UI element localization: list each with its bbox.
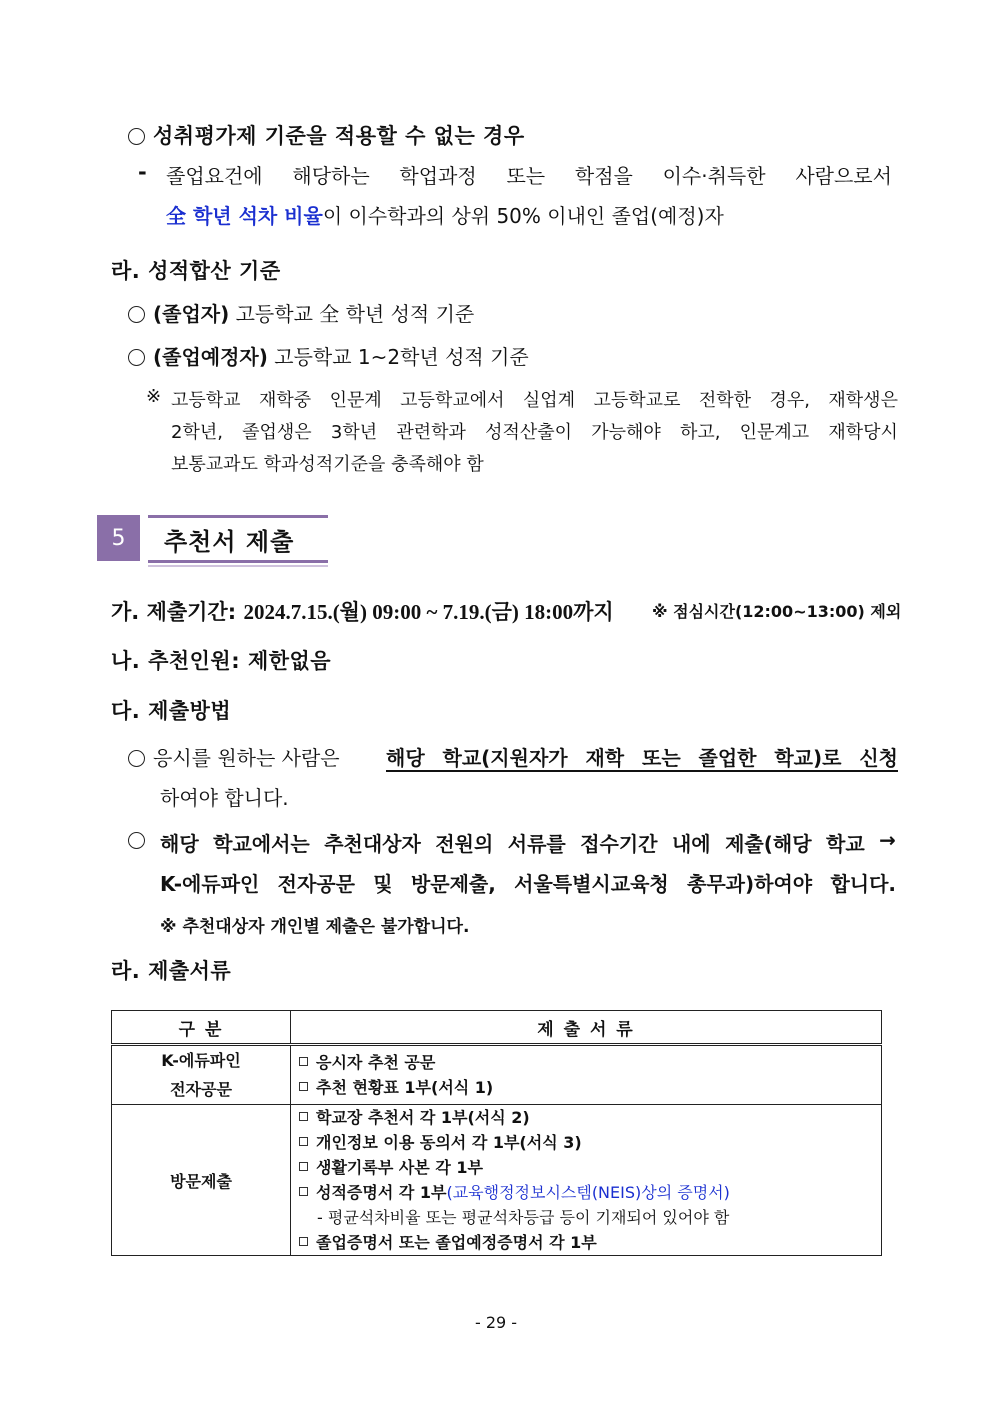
word: 가능해야 bbox=[591, 422, 661, 443]
method-note: ※ 추천대상자 개인별 제출은 불가합니다. bbox=[160, 917, 470, 937]
list-subnote: - 평균석차비율 또는 평균석차등급 등이 기재되어 있어야 함 bbox=[317, 1208, 730, 1227]
word: 및 bbox=[373, 872, 393, 896]
note-mark: ※ bbox=[146, 386, 162, 407]
word: 하고, bbox=[679, 422, 721, 443]
note-line-1 bbox=[171, 386, 898, 412]
period-note: ※ 점심시간(12:00~13:00) 제외 bbox=[652, 602, 902, 621]
word: 성적산출이 bbox=[485, 422, 573, 443]
category-cell: 방문제출 bbox=[112, 1105, 291, 1256]
title-underline bbox=[148, 565, 328, 567]
period-line: 가. 제출기간: 2024.7.15.(월) 09:00 ~ 7.19.(금) 18:00까지 bbox=[111, 600, 614, 624]
header-docs: 제 출 서 류 bbox=[291, 1011, 882, 1045]
word: 재학중 bbox=[258, 390, 312, 411]
word: 졸업요건에 bbox=[166, 164, 263, 188]
word: 학교에서는 bbox=[213, 832, 310, 856]
page-number: - 29 - bbox=[474, 1313, 518, 1332]
word: 학점을 bbox=[574, 164, 633, 188]
list-item: 성적증명서 각 1부(교육행정정보시스템(NEIS)상의 증명서) bbox=[299, 1180, 881, 1205]
word: 재학생은 bbox=[828, 390, 898, 411]
header-category: 구 분 bbox=[112, 1011, 291, 1045]
word: 제출(해당 bbox=[725, 832, 812, 856]
category-cell: K-에듀파인 전자공문 bbox=[112, 1045, 291, 1105]
dash-bullet: - bbox=[138, 160, 148, 184]
circle-bullet-icon bbox=[128, 128, 145, 145]
square-bullet-icon bbox=[299, 1057, 308, 1066]
word: 합니다. bbox=[830, 872, 896, 896]
word: 학교 bbox=[826, 832, 865, 856]
list-item: 학교장 추천서 각 1부(서식 2) bbox=[299, 1105, 881, 1130]
circle-bullet-icon bbox=[128, 832, 145, 849]
word: 고등학교 bbox=[171, 390, 241, 411]
word: 해당 bbox=[160, 832, 199, 856]
method-title: 다. 제출방법 bbox=[111, 699, 232, 723]
square-bullet-icon bbox=[299, 1082, 308, 1091]
circle-bullet-icon bbox=[128, 306, 145, 323]
word: → bbox=[879, 828, 896, 852]
word: 서류를 bbox=[507, 832, 566, 856]
note-line-2 bbox=[171, 418, 898, 444]
method-item-2-line-2 bbox=[160, 868, 896, 897]
section-number-badge: 5 bbox=[97, 515, 140, 561]
square-bullet-icon bbox=[299, 1162, 308, 1171]
criteria-heading: 성취평가제 기준을 적용할 수 없는 경우 bbox=[128, 120, 525, 150]
list-item: 응시자 추천 공문 bbox=[299, 1050, 881, 1075]
ra-title: 라. 성적합산 기준 bbox=[111, 259, 281, 283]
word: 내에 bbox=[671, 832, 711, 856]
method-item-2-bullet bbox=[128, 828, 153, 852]
word: 사람으로서 bbox=[795, 164, 892, 188]
word: 추천대상자 bbox=[324, 832, 421, 856]
word: 3학년 bbox=[330, 422, 378, 443]
word: 인문계 bbox=[329, 390, 382, 411]
documents-title: 라. 제출서류 bbox=[111, 959, 232, 983]
items-cell bbox=[291, 1045, 882, 1105]
word: 전자공문 bbox=[277, 872, 355, 896]
square-bullet-icon bbox=[299, 1112, 308, 1121]
list-item: 졸업증명서 또는 졸업예정증명서 각 1부 bbox=[299, 1230, 881, 1255]
word: 이수·취득한 bbox=[662, 164, 766, 188]
square-bullet-icon bbox=[299, 1187, 308, 1196]
table-row bbox=[112, 1045, 882, 1105]
method-item-1-underlined: 해당 학교(지원자가 재학 또는 졸업한 학교)로 신청 bbox=[386, 746, 898, 770]
word: 고등학교로 bbox=[593, 390, 681, 411]
word: 방문제출, bbox=[410, 872, 496, 896]
square-bullet-icon bbox=[299, 1237, 308, 1246]
word: 서울특별시교육청 bbox=[514, 872, 669, 896]
word: 실업계 bbox=[522, 390, 576, 411]
word: 관련학과 bbox=[396, 422, 466, 443]
word: 해당하는 bbox=[292, 164, 370, 188]
graduate-item: (졸업자) 고등학교 全 학년 성적 기준 bbox=[128, 298, 474, 327]
word: 전원의 bbox=[435, 832, 494, 856]
method-item-1: 응시를 원하는 사람은 bbox=[128, 742, 340, 771]
word: 전학한 bbox=[698, 390, 752, 411]
word: 고등학교에서 bbox=[400, 390, 505, 411]
expected-item: (졸업예정자) 고등학교 1~2학년 성적 기준 bbox=[128, 341, 529, 370]
table-row bbox=[112, 1105, 882, 1256]
word: 재학당시 bbox=[828, 422, 898, 443]
note-line-3: 보통교과도 학과성적기준을 충족해야 함 bbox=[171, 454, 484, 475]
word: 2학년, bbox=[171, 422, 223, 443]
list-item: 생활기록부 사본 각 1부 bbox=[299, 1155, 881, 1180]
word: 경우, bbox=[769, 390, 810, 411]
word: 인문계고 bbox=[739, 422, 810, 443]
list-item: 추천 현황표 1부(서식 1) bbox=[299, 1075, 881, 1100]
recommend-line: 나. 추천인원: 제한없음 bbox=[111, 649, 332, 673]
word: 접수기간 bbox=[580, 832, 658, 856]
square-bullet-icon bbox=[299, 1137, 308, 1146]
items-cell bbox=[291, 1105, 882, 1256]
word: 또는 bbox=[506, 164, 546, 188]
circle-bullet-icon bbox=[128, 750, 145, 767]
word: K-에듀파인 bbox=[160, 872, 260, 896]
highlight-text: 全 학년 석차 비율 bbox=[166, 204, 323, 228]
word: 졸업생은 bbox=[242, 422, 312, 443]
method-item-2-line-1 bbox=[160, 828, 896, 857]
word: 학업과정 bbox=[399, 164, 477, 188]
documents-table bbox=[111, 1010, 882, 1256]
section-title: 추천서 제출 bbox=[148, 515, 328, 563]
criteria-line-2: 全 학년 석차 비율이 이수학과의 상위 50% 이내인 졸업(예정)자 bbox=[166, 204, 724, 228]
method-item-1-line-2: 하여야 합니다. bbox=[160, 786, 289, 810]
list-item: 개인정보 이용 동의서 각 1부(서식 3) bbox=[299, 1130, 881, 1155]
circle-bullet-icon bbox=[128, 349, 145, 366]
table-header-row bbox=[112, 1011, 882, 1045]
criteria-line-1 bbox=[166, 160, 892, 189]
word: 총무과)하여야 bbox=[687, 872, 813, 896]
